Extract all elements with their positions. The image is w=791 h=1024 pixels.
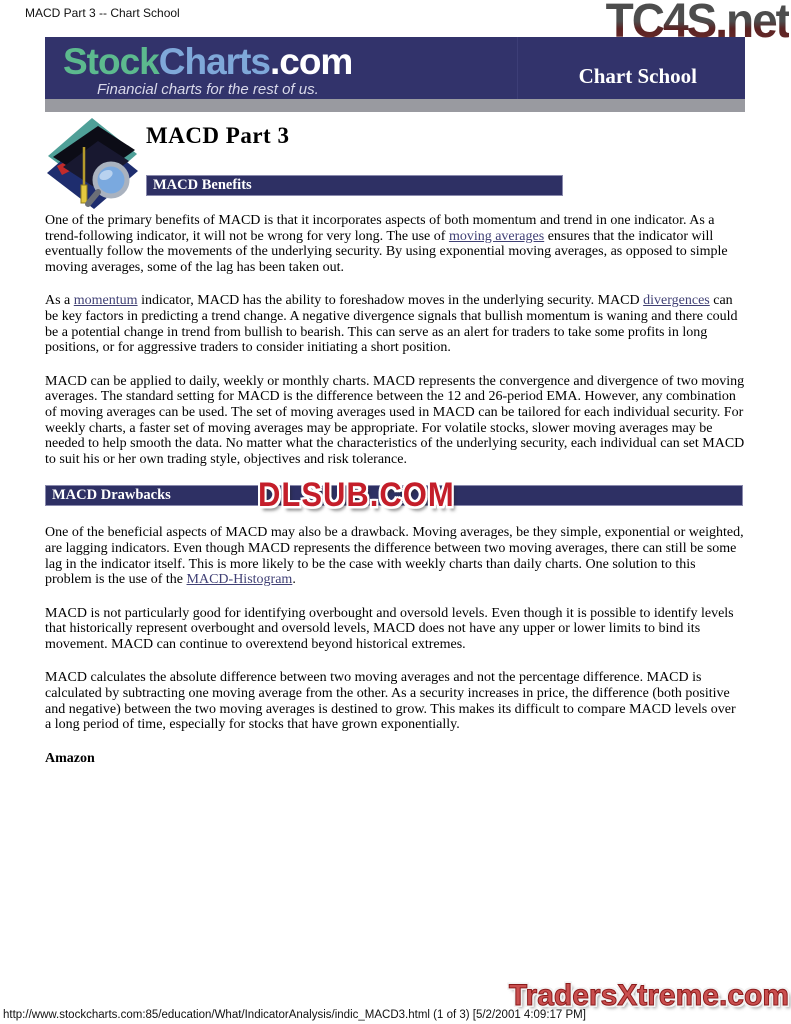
article-title-column <box>146 117 745 196</box>
article-title-row <box>45 117 745 210</box>
section-header-macd-benefits <box>146 175 563 196</box>
paragraph: One of the primary benefits of MACD is that it incorporates aspects of both momentum and trend in one indicator. As a trend-following indicator, it will not be wrong for very long. The use of moving averages ensures that the indicator will eventually follow the movements of the underlying security. By using exponential moving averages, as opposed to simple moving averages, some of the lag has been taken out. <box>45 213 728 275</box>
masthead-gray-strip <box>45 99 745 112</box>
paragraph: MACD can be applied to daily, weekly or monthly charts. MACD represents the convergence and divergence of two moving averages. The standard setting for MACD is the difference between the 12 and 26-period EMA. However, any combination of moving averages can be used. The set of moving averages used in MACD can be tailored for each individual security. For weekly charts, a faster set of moving averages may be appropriate. For volatile stocks, slower moving averages may be needed to help smooth the data. No matter what the characteristics of the underlying security, each individual can set MACD to suit his or her own trading style, objectives and risk tolerance. <box>45 373 745 467</box>
browser-title: MACD Part 3 -- Chart School <box>25 6 180 20</box>
graduation-cap-magnifier-icon <box>45 117 139 210</box>
section-heading-label: MACD Benefits <box>153 177 252 193</box>
tc4s-watermark-logo: TC4S.net <box>606 0 789 44</box>
section-drawbacks-paragraphs <box>45 525 745 733</box>
print-footer-url: http://www.stockcharts.com:85/education/What/IndicatorAnalysis/indic_MACD3.html (1 of 3) [5/2/2001 4:09:17 PM] <box>3 1009 586 1021</box>
dlsub-watermark-logo: DLSUB.COM <box>258 475 455 515</box>
paragraph: MACD calculates the absolute difference between two moving averages and not the percentage difference. MACD is calculated by subtracting one moving average from the other. As a security increases in price, the difference (both positive and negative) between the two moving averages is destined to grow. This makes its difficult to compare MACD levels over a long period of time, especially for stocks that have grown exponentially. <box>45 670 736 733</box>
page-title: MACD Part 3 <box>146 123 290 148</box>
paragraph: One of the beneficial aspects of MACD may also be a drawback. Moving averages, be they simple, exponential or weighted, are lagging indicators. Even though MACD represents the difference between two moving averages, there can still be some lag in the indicator itself. This is more likely to be the case with weekly charts than daily charts. One solution to this problem is the use of the MACD-Histogram. <box>45 525 744 588</box>
section-benefits-paragraphs <box>45 213 745 467</box>
article <box>45 117 745 767</box>
inline-link[interactable]: MACD-Histogram <box>186 572 293 588</box>
section-header-macd-drawbacks <box>45 475 743 515</box>
subheading-amazon: Amazon <box>45 750 95 766</box>
section-heading-label: MACD Drawbacks <box>52 487 171 504</box>
inline-link[interactable]: divergences <box>643 293 710 309</box>
chart-school-label: Chart School <box>578 64 697 88</box>
brand-stock-label: Stock <box>63 41 159 82</box>
inline-link[interactable]: moving averages <box>448 228 545 244</box>
brand-charts-label: Charts <box>158 41 270 82</box>
stockcharts-logo[interactable] <box>63 43 352 80</box>
paragraph: MACD is not particularly good for identifying overbought and oversold levels. Even though it is possible to identify levels that historically represent overbought and oversold levels, MACD does not have any upper or lower limits to bind its movement. MACD can continue to overextend beyond historical extremes. <box>45 605 734 652</box>
paragraph: As a momentum indicator, MACD has the ability to foreshadow moves in the underlying security. MACD divergences can be key factors in predicting a trend change. A negative divergence signals that bullish momentum is waning and there could be a potential change in trend from bullish to bearish. This can serve as an alert for traders to take some profits in long positions, or for aggressive traders to consider initiating a short position. <box>45 293 738 356</box>
inline-link[interactable]: momentum <box>73 293 138 309</box>
brand-tagline: Financial charts for the rest of us. <box>97 81 319 98</box>
brand-dotcom-label: .com <box>269 41 353 82</box>
masthead-seam-divider <box>517 37 518 99</box>
tradersxtreme-watermark-logo: TradersXtreme.com <box>508 979 789 1012</box>
